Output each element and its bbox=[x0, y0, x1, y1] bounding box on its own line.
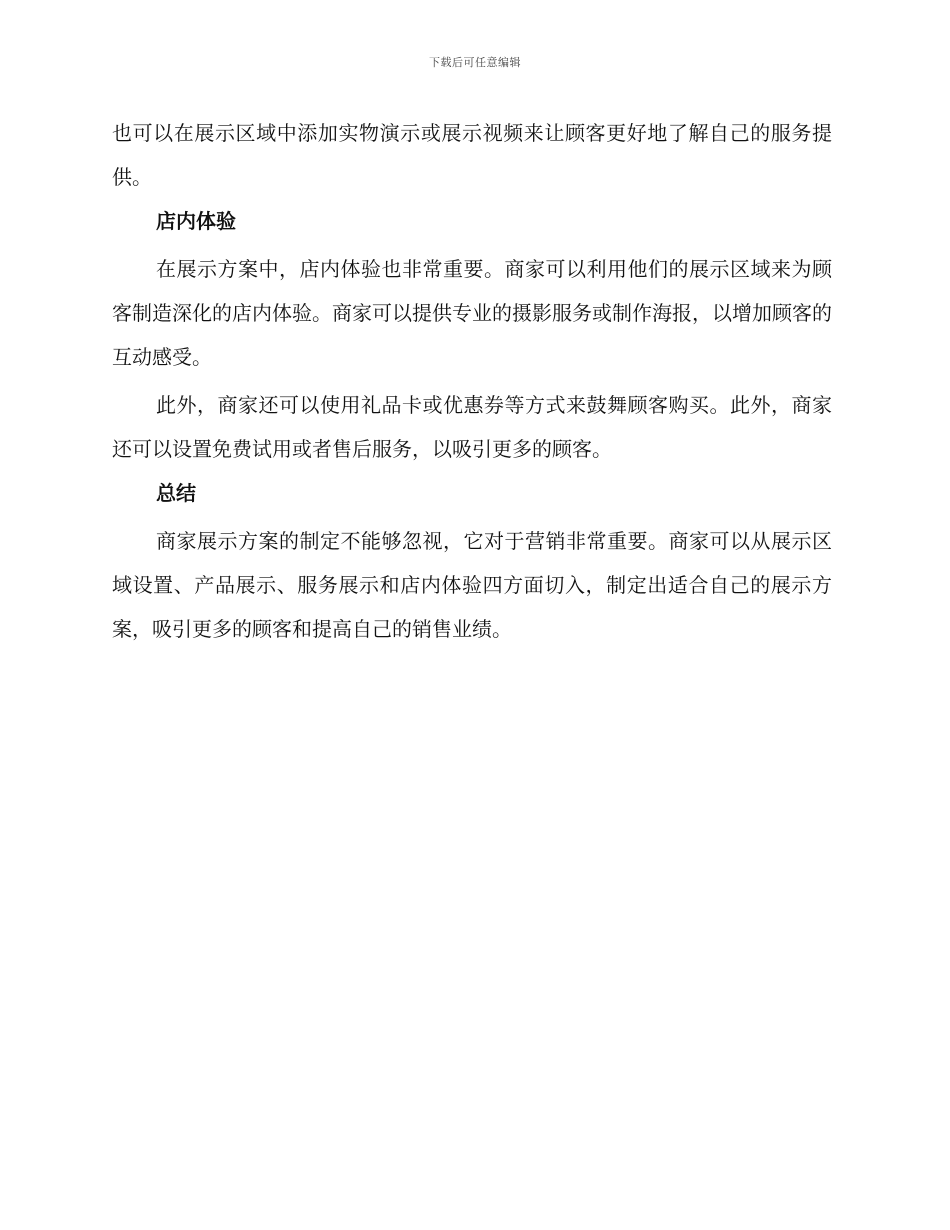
instore-paragraph-2: 此外，商家还可以使用礼品卡或优惠券等方式来鼓舞顾客购买。此外，商家还可以设置免费试用或者售后服务，以吸引更多的顾客。 bbox=[112, 393, 832, 461]
summary-paragraph-1: 商家展示方案的制定不能够忽视，它对于营销非常重要。商家可以从展示区域设置、产品展示、服务展示和店内体验四方面切入，制定出适合自己的展示方案，吸引更多的顾客和提高自己的销售业绩。 bbox=[112, 529, 832, 641]
section-heading-instore: 店内体验 bbox=[156, 209, 236, 233]
section-heading-summary: 总结 bbox=[156, 481, 196, 505]
intro-continuation-paragraph: 也可以在展示区域中添加实物演示或展示视频来让顾客更好地了解自己的服务提供。 bbox=[112, 121, 832, 189]
header-note: 下载后可任意编辑 bbox=[429, 56, 521, 69]
instore-paragraph-1: 在展示方案中，店内体验也非常重要。商家可以利用他们的展示区域来为顾客制造深化的店内体验。商家可以提供专业的摄影服务或制作海报，以增加顾客的互动感受。 bbox=[112, 257, 832, 369]
document-body bbox=[112, 111, 832, 651]
